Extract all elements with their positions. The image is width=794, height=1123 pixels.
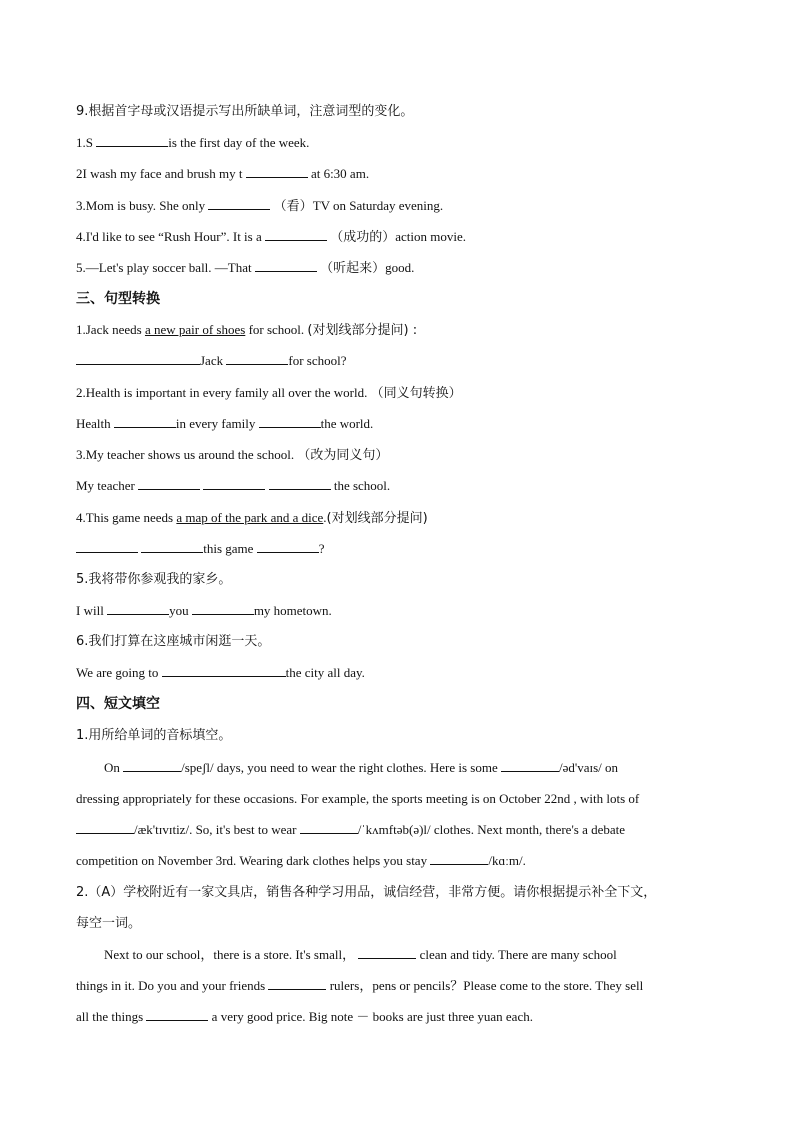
answer-blank[interactable] — [268, 977, 326, 990]
answer-blank[interactable] — [265, 228, 327, 241]
s3-q5-answer: I will you my hometown. — [76, 603, 332, 618]
answer-blank[interactable] — [138, 477, 200, 490]
answer-blank[interactable] — [192, 602, 254, 615]
s3-q2: 2.Health is important in every family all over the world. （同义句转换） — [76, 385, 462, 401]
answer-blank[interactable] — [208, 197, 270, 210]
answer-blank[interactable] — [76, 352, 200, 365]
s9-item-3: 3.Mom is busy. She only （看）TV on Saturday evening. — [76, 198, 444, 214]
answer-blank[interactable] — [358, 946, 416, 959]
answer-blank[interactable] — [203, 477, 265, 490]
answer-blank[interactable] — [76, 821, 134, 834]
answer-blank[interactable] — [226, 352, 288, 365]
s9-item-4: 4.I'd like to see “Rush Hour”. It is a （成功的）action movie. — [76, 229, 467, 245]
s3-q5: 5.我将带你参观我的家乡。 — [76, 572, 232, 587]
s3-q1: 1.Jack needs a new pair of shoes for school. (对划线部分提问) : — [76, 322, 418, 338]
section3-heading: 三、句型转换 — [76, 291, 160, 307]
s3-q6: 6.我们打算在这座城市闲逛一天。 — [76, 634, 271, 649]
s4-p1-line3: /æk'tɪvɪtiz/. So, it's best to wear /ˈkʌmftəb(ə)l/ clothes. Next month, there's a debate — [76, 821, 625, 839]
answer-blank[interactable] — [269, 477, 331, 490]
s4-p2-line2: things in it. Do you and your friends rulers，pens or pencils？Please come to the store. They sell — [76, 978, 644, 993]
answer-blank[interactable] — [300, 821, 358, 834]
s4-part2-instruction-1: 2.（A）学校附近有一家文具店，销售各种学习用品，诚信经营，非常方便。请你根据提示补全下文， — [76, 885, 657, 900]
s3-q3: 3.My teacher shows us around the school. （改为同义句） — [76, 447, 389, 463]
s9-item-2: 2I wash my face and brush my t at 6:30 am. — [76, 166, 370, 181]
s4-p2-line3: all the things a very good price. Big note － books are just three yuan each. — [76, 1009, 533, 1024]
s4-part2-instruction-2: 每空一词。 — [76, 916, 142, 931]
answer-blank[interactable] — [114, 415, 176, 428]
section9-instruction: 9.根据首字母或汉语提示写出所缺单词，注意词型的变化。 — [76, 104, 414, 119]
s4-part1-instruction: 1.用所给单词的音标填空。 — [76, 728, 232, 743]
answer-blank[interactable] — [96, 134, 168, 147]
s4-p1-line4: competition on November 3rd. Wearing dark clothes helps you stay /kɑːm/. — [76, 853, 526, 868]
answer-blank[interactable] — [246, 165, 308, 178]
answer-blank[interactable] — [255, 259, 317, 272]
s3-q3-answer: My teacher the school. — [76, 478, 391, 493]
s9-item-1: 1.S is the first day of the week. — [76, 135, 310, 150]
answer-blank[interactable] — [430, 852, 488, 865]
s3-q6-answer: We are going to the city all day. — [76, 665, 365, 680]
s3-q4: 4.This game needs a map of the park and a dice.(对划线部分提问) — [76, 510, 428, 526]
section4-heading: 四、短文填空 — [76, 696, 160, 712]
answer-blank[interactable] — [76, 540, 138, 553]
answer-blank[interactable] — [123, 759, 181, 772]
s4-p2-line1: Next to our school，there is a store. It's small， clean and tidy. There are many school — [104, 947, 617, 962]
answer-blank[interactable] — [501, 759, 559, 772]
answer-blank[interactable] — [146, 1008, 208, 1021]
answer-blank[interactable] — [141, 540, 203, 553]
s9-item-5: 5.—Let's play soccer ball. —That （听起来）good. — [76, 260, 415, 276]
answer-blank[interactable] — [162, 664, 286, 677]
s4-p1-line2: dressing appropriately for these occasions. For example, the sports meeting is on October 22nd , with lots of — [76, 791, 640, 806]
answer-blank[interactable] — [259, 415, 321, 428]
s3-q1-answer: Jack for school? — [76, 352, 346, 370]
answer-blank[interactable] — [107, 602, 169, 615]
s3-q2-answer: Health in every family the world. — [76, 416, 374, 431]
answer-blank[interactable] — [257, 540, 319, 553]
s3-q4-answer: this game ? — [76, 540, 324, 558]
s4-p1-line1: On /speʃl/ days, you need to wear the right clothes. Here is some /əd'vaɪs/ on — [104, 760, 619, 775]
